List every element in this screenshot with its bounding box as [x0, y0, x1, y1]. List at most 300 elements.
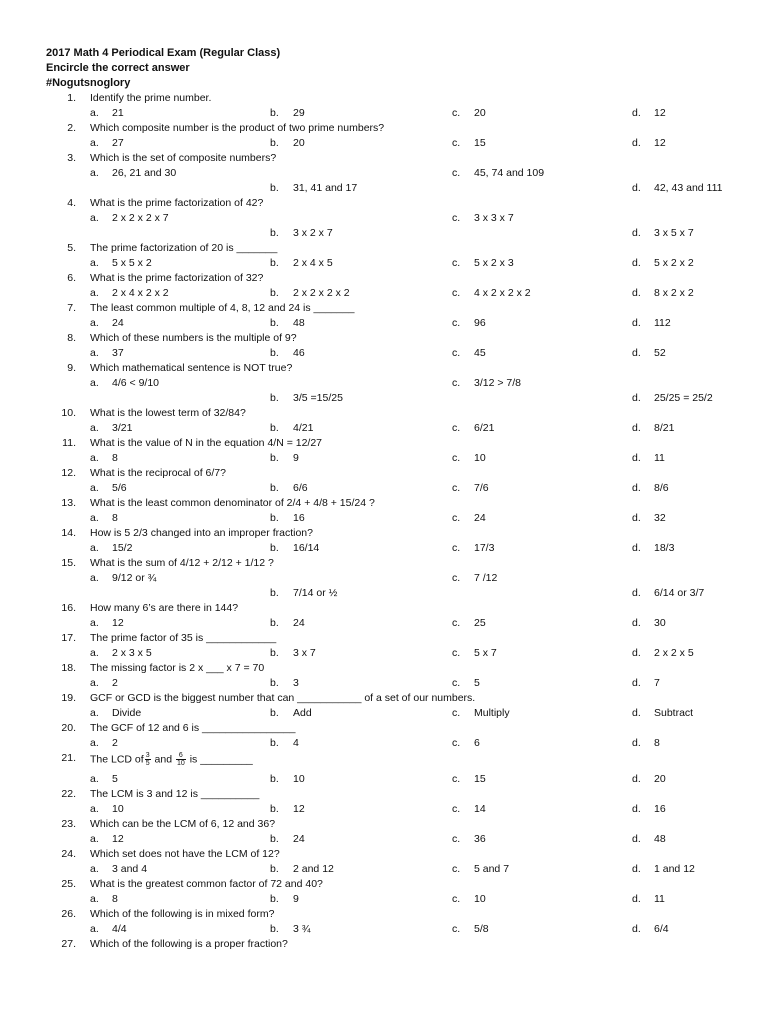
option-text: 5	[474, 677, 480, 689]
option-letter: a.	[90, 923, 99, 935]
question-number: 17.	[61, 632, 76, 644]
option-text: 11	[654, 893, 665, 905]
question-number: 6.	[67, 272, 76, 284]
option-text: 20	[654, 773, 666, 785]
option-text: 3/12 > 7/8	[474, 377, 521, 389]
question-row	[0, 437, 768, 452]
option-text: 7 /12	[474, 572, 498, 584]
option-letter: b.	[270, 587, 279, 599]
question-row	[0, 362, 768, 377]
option-text: 2 and 12	[293, 863, 334, 875]
question-row	[0, 818, 768, 833]
option-text: 37	[112, 347, 124, 359]
option-text: 4/4	[112, 923, 127, 935]
option-text: 8	[112, 512, 118, 524]
option-text: 10	[474, 893, 486, 905]
option-text: 8	[112, 452, 118, 464]
option-letter: c.	[452, 377, 461, 389]
option-text: 3 x 5 x 7	[654, 227, 694, 239]
option-text: 16/14	[293, 542, 320, 554]
option-text: 10	[112, 803, 124, 815]
option-text: 5 x 2 x 3	[474, 257, 514, 269]
option-letter: b.	[270, 317, 279, 329]
option-letter: c.	[452, 422, 461, 434]
question-text: Which of these numbers is the multiple of 9?	[90, 332, 297, 344]
question-number: 25.	[61, 878, 76, 890]
option-text: 9	[293, 893, 299, 905]
option-letter: d.	[632, 287, 641, 299]
question-row	[0, 722, 768, 737]
option-letter: b.	[270, 542, 279, 554]
option-letter: b.	[270, 833, 279, 845]
fraction	[176, 752, 186, 767]
option-text: 20	[293, 137, 305, 149]
option-text: 2	[112, 677, 118, 689]
option-letter: d.	[632, 137, 641, 149]
question-number: 20.	[61, 722, 76, 734]
option-letter: d.	[632, 227, 641, 239]
option-text: 6/21	[474, 422, 495, 434]
option-letter: b.	[270, 182, 279, 194]
option-letter: c.	[452, 773, 461, 785]
question-number: 19.	[61, 692, 76, 704]
fraction-denominator: 10	[176, 760, 185, 767]
option-letter: b.	[270, 347, 279, 359]
question-number: 13.	[61, 497, 76, 509]
question-row	[0, 467, 768, 482]
question-row	[0, 272, 768, 287]
option-text: 14	[474, 803, 486, 815]
question-text: How many 6’s are there in 144?	[90, 602, 239, 614]
option-text: 5 and 7	[474, 863, 510, 875]
option-letter: d.	[632, 893, 641, 905]
option-text: 2 x 4 x 5	[293, 257, 333, 269]
option-text: 18/3	[654, 542, 675, 554]
question-text: Which mathematical sentence is NOT true?	[90, 362, 293, 374]
option-text: 2 x 2 x 5	[654, 647, 694, 659]
option-letter: d.	[632, 452, 641, 464]
question-text: What is the prime factorization of 42?	[90, 197, 264, 209]
question-row	[0, 197, 768, 212]
fraction-numerator: 3	[145, 752, 150, 759]
question-text-pre: The LCD of	[90, 753, 144, 766]
question-text: What is the least common denominator of 2/4 + 4/8 + 15/24 ?	[90, 497, 375, 509]
question-number: 4.	[67, 197, 76, 209]
question-text: Which composite number is the product of two prime numbers?	[90, 122, 385, 134]
option-letter: a.	[90, 452, 99, 464]
question-number: 16.	[61, 602, 76, 614]
option-letter: c.	[452, 572, 461, 584]
question-text: What is the greatest common factor of 72 and 40?	[90, 878, 323, 890]
option-text: 7/14 or ½	[293, 587, 338, 599]
question-text: How is 5 2/3 changed into an improper fraction?	[90, 527, 313, 539]
option-letter: c.	[452, 452, 461, 464]
option-letter: b.	[270, 677, 279, 689]
question-text: Which is the set of composite numbers?	[90, 152, 277, 164]
option-text: 6/14 or 3/7	[654, 587, 705, 599]
option-letter: b.	[270, 452, 279, 464]
option-letter: c.	[452, 677, 461, 689]
option-text: 12	[112, 833, 124, 845]
question-row	[0, 878, 768, 893]
option-text: 10	[474, 452, 486, 464]
option-text: 9	[293, 452, 299, 464]
option-text: 12	[654, 137, 666, 149]
option-letter: a.	[90, 377, 99, 389]
option-letter: a.	[90, 512, 99, 524]
option-letter: b.	[270, 287, 279, 299]
question-number: 27.	[61, 938, 76, 950]
option-text: Subtract	[654, 707, 694, 719]
question-text: The prime factorization of 20 is _______	[90, 242, 278, 254]
question-row	[0, 662, 768, 677]
option-text: 7	[654, 677, 660, 689]
option-letter: b.	[270, 257, 279, 269]
option-text: 8	[654, 737, 660, 749]
option-letter: d.	[632, 392, 641, 404]
option-letter: a.	[90, 647, 99, 659]
option-text: 11	[654, 452, 665, 464]
option-text: 3/21	[112, 422, 133, 434]
option-text: 3 x 3 x 7	[474, 212, 514, 224]
option-letter: a.	[90, 803, 99, 815]
option-text: 5 x 5 x 2	[112, 257, 152, 269]
option-letter: c.	[452, 707, 461, 719]
question-number: 23.	[61, 818, 76, 830]
option-text: 5/6	[112, 482, 127, 494]
question-number: 1.	[67, 92, 76, 104]
option-letter: b.	[270, 392, 279, 404]
question-number: 3.	[67, 152, 76, 164]
option-letter: a.	[90, 347, 99, 359]
option-letter: b.	[270, 893, 279, 905]
option-text: 5 x 7	[474, 647, 497, 659]
option-letter: b.	[270, 923, 279, 935]
option-letter: b.	[270, 227, 279, 239]
option-text: Multiply	[474, 707, 510, 719]
option-letter: c.	[452, 317, 461, 329]
option-letter: c.	[452, 212, 461, 224]
option-text: Divide	[112, 707, 142, 719]
question-row	[0, 557, 768, 572]
question-number: 7.	[67, 302, 76, 314]
option-text: 1 and 12	[654, 863, 695, 875]
question-text: Identify the prime number.	[90, 92, 212, 104]
option-letter: a.	[90, 317, 99, 329]
option-text: 8/21	[654, 422, 675, 434]
option-text: 12	[293, 803, 305, 815]
option-letter: d.	[632, 737, 641, 749]
option-letter: c.	[452, 647, 461, 659]
option-text: 2	[112, 737, 118, 749]
question-text: The LCM is 3 and 12 is __________	[90, 788, 260, 800]
question-text: Which can be the LCM of 6, 12 and 36?	[90, 818, 276, 830]
option-text: 36	[474, 833, 486, 845]
option-text: 4 x 2 x 2 x 2	[474, 287, 531, 299]
option-letter: d.	[632, 257, 641, 269]
exam-instruction: Encircle the correct answer	[46, 62, 190, 74]
question-number: 10.	[61, 407, 76, 419]
exam-hashtag: #Nogutsnoglory	[46, 77, 131, 89]
option-letter: a.	[90, 572, 99, 584]
question-text: GCF or GCD is the biggest number that can ___________ of a set of our numbers.	[90, 692, 476, 704]
option-letter: d.	[632, 863, 641, 875]
option-letter: a.	[90, 107, 99, 119]
option-letter: a.	[90, 677, 99, 689]
question-row	[0, 497, 768, 512]
option-text: 6/6	[293, 482, 308, 494]
option-text: 24	[293, 833, 305, 845]
option-letter: d.	[632, 317, 641, 329]
option-letter: b.	[270, 617, 279, 629]
question-number: 18.	[61, 662, 76, 674]
option-letter: c.	[452, 347, 461, 359]
question-row	[0, 122, 768, 137]
option-letter: c.	[452, 863, 461, 875]
option-letter: c.	[452, 482, 461, 494]
option-letter: c.	[452, 893, 461, 905]
option-text: 96	[474, 317, 486, 329]
option-text: 27	[112, 137, 124, 149]
fraction-numerator: 6	[176, 752, 186, 760]
option-text: 5 x 2 x 2	[654, 257, 694, 269]
option-letter: a.	[90, 833, 99, 845]
option-letter: a.	[90, 257, 99, 269]
option-text: 24	[474, 512, 486, 524]
option-letter: a.	[90, 422, 99, 434]
option-letter: a.	[90, 287, 99, 299]
option-text: 6/4	[654, 923, 669, 935]
option-letter: a.	[90, 893, 99, 905]
option-letter: d.	[632, 707, 641, 719]
option-letter: c.	[452, 287, 461, 299]
question-number: 9.	[67, 362, 76, 374]
question-text: What is the value of N in the equation 4/N = 12/27	[90, 437, 323, 449]
option-letter: d.	[632, 833, 641, 845]
option-text: 6	[474, 737, 480, 749]
option-letter: c.	[452, 923, 461, 935]
option-text: 2 x 2 x 2 x 7	[112, 212, 169, 224]
question-number: 22.	[61, 788, 76, 800]
option-letter: b.	[270, 422, 279, 434]
option-letter: d.	[632, 773, 641, 785]
question-text-post: is _________	[189, 753, 253, 766]
option-letter: d.	[632, 617, 641, 629]
question-text-mid: and	[154, 753, 173, 766]
option-letter: b.	[270, 647, 279, 659]
option-text: 24	[293, 617, 305, 629]
question-number: 15.	[61, 557, 76, 569]
option-letter: c.	[452, 107, 461, 119]
option-text: 17/3	[474, 542, 495, 554]
option-text: 12	[112, 617, 124, 629]
question-row	[0, 938, 768, 953]
option-text: 21	[112, 107, 124, 119]
option-text: 46	[293, 347, 305, 359]
option-letter: c.	[452, 617, 461, 629]
option-text: 112	[654, 317, 671, 329]
fraction-denominator: 5	[145, 760, 150, 767]
option-letter: b.	[270, 137, 279, 149]
option-text: 15	[474, 773, 486, 785]
option-letter: a.	[90, 137, 99, 149]
option-letter: d.	[632, 482, 641, 494]
question-number: 8.	[67, 332, 76, 344]
question-row	[0, 788, 768, 803]
question-row	[0, 692, 768, 707]
option-text: 12	[654, 107, 666, 119]
option-text: 8/6	[654, 482, 669, 494]
option-letter: d.	[632, 803, 641, 815]
question-text: The missing factor is 2 x ___ x 7 = 70	[90, 662, 265, 674]
option-text: 15/2	[112, 542, 133, 554]
option-letter: d.	[632, 542, 641, 554]
question-row	[0, 332, 768, 347]
option-text: 25	[474, 617, 486, 629]
question-number: 11.	[62, 437, 76, 449]
option-letter: d.	[632, 422, 641, 434]
question-row	[0, 527, 768, 542]
question-row	[0, 302, 768, 317]
option-letter: a.	[90, 617, 99, 629]
question-row	[0, 407, 768, 422]
fraction	[145, 752, 151, 767]
option-letter: a.	[90, 212, 99, 224]
option-text: 48	[654, 833, 666, 845]
exam-title: 2017 Math 4 Periodical Exam (Regular Class)	[46, 47, 281, 59]
option-letter: c.	[452, 737, 461, 749]
option-text: 25/25 = 25/2	[654, 392, 713, 404]
option-text: 3 x 7	[293, 647, 316, 659]
option-letter: c.	[452, 833, 461, 845]
question-text: Which set does not have the LCM of 12?	[90, 848, 280, 860]
question-number: 2.	[67, 122, 76, 134]
option-text: 20	[474, 107, 486, 119]
option-text: 52	[654, 347, 666, 359]
option-text: 42, 43 and 111	[654, 182, 723, 194]
option-letter: b.	[270, 773, 279, 785]
option-letter: c.	[452, 542, 461, 554]
option-letter: a.	[90, 737, 99, 749]
question-number: 5.	[67, 242, 76, 254]
option-letter: b.	[270, 107, 279, 119]
option-letter: d.	[632, 647, 641, 659]
option-text: 4/6 < 9/10	[112, 377, 159, 389]
option-letter: d.	[632, 182, 641, 194]
question-text: The least common multiple of 4, 8, 12 and 24 is _______	[90, 302, 355, 314]
option-text: 4/21	[293, 422, 314, 434]
option-text: 10	[293, 773, 305, 785]
option-text: Add	[293, 707, 312, 719]
question-number: 24.	[61, 848, 76, 860]
question-row	[0, 602, 768, 617]
option-text: 24	[112, 317, 124, 329]
question-text: What is the prime factorization of 32?	[90, 272, 264, 284]
option-text: 31, 41 and 17	[293, 182, 358, 194]
option-letter: a.	[90, 542, 99, 554]
question-number: 14.	[61, 527, 76, 539]
option-letter: b.	[270, 803, 279, 815]
option-letter: a.	[90, 482, 99, 494]
option-text: 9/12 or ¾	[112, 572, 157, 584]
question-row	[0, 848, 768, 863]
question-text: Which of the following is a proper fraction?	[90, 938, 288, 950]
option-letter: b.	[270, 863, 279, 875]
question-row	[0, 908, 768, 923]
option-text: 30	[654, 617, 666, 629]
question-text: The prime factor of 35 is ____________	[90, 632, 277, 644]
option-letter: a.	[90, 863, 99, 875]
option-letter: d.	[632, 347, 641, 359]
question-row	[0, 92, 768, 107]
option-text: 45, 74 and 109	[474, 167, 545, 179]
option-text: 16	[293, 512, 305, 524]
option-text: 32	[654, 512, 666, 524]
question-text: What is the sum of 4/12 + 2/12 + 1/12 ?	[90, 557, 274, 569]
option-text: 2 x 2 x 2 x 2	[293, 287, 350, 299]
question-row	[0, 152, 768, 167]
question-text: Which of the following is in mixed form?	[90, 908, 275, 920]
option-text: 3 ¾	[293, 923, 311, 935]
option-letter: b.	[270, 482, 279, 494]
question-text: What is the lowest term of 32/84?	[90, 407, 246, 419]
option-text: 16	[654, 803, 666, 815]
option-text: 3	[293, 677, 299, 689]
option-letter: b.	[270, 707, 279, 719]
question-row	[0, 632, 768, 647]
option-text: 45	[474, 347, 486, 359]
option-letter: c.	[452, 803, 461, 815]
option-text: 8	[112, 893, 118, 905]
option-text: 3/5 =15/25	[293, 392, 343, 404]
option-letter: d.	[632, 677, 641, 689]
question-text	[90, 752, 253, 767]
question-number: 26.	[61, 908, 76, 920]
option-text: 3 and 4	[112, 863, 148, 875]
question-text: The GCF of 12 and 6 is ________________	[90, 722, 296, 734]
option-text: 8 x 2 x 2	[654, 287, 694, 299]
option-text: 5/8	[474, 923, 489, 935]
question-number: 12.	[61, 467, 76, 479]
option-letter: c.	[452, 137, 461, 149]
option-letter: b.	[270, 737, 279, 749]
option-text: 2 x 4 x 2 x 2	[112, 287, 169, 299]
option-text: 3 x 2 x 7	[293, 227, 333, 239]
option-text: 48	[293, 317, 305, 329]
option-text: 5	[112, 773, 118, 785]
option-text: 15	[474, 137, 486, 149]
question-text: What is the reciprocal of 6/7?	[90, 467, 226, 479]
option-letter: d.	[632, 512, 641, 524]
option-letter: b.	[270, 512, 279, 524]
option-letter: a.	[90, 707, 99, 719]
option-letter: d.	[632, 923, 641, 935]
option-letter: c.	[452, 512, 461, 524]
question-number: 21.	[61, 752, 76, 764]
option-letter: d.	[632, 107, 641, 119]
option-letter: d.	[632, 587, 641, 599]
option-letter: a.	[90, 773, 99, 785]
option-letter: c.	[452, 167, 461, 179]
option-text: 4	[293, 737, 299, 749]
option-text: 26, 21 and 30	[112, 167, 177, 179]
option-text: 2 x 3 x 5	[112, 647, 152, 659]
option-text: 7/6	[474, 482, 489, 494]
option-letter: c.	[452, 257, 461, 269]
question-row	[0, 242, 768, 257]
option-letter: a.	[90, 167, 99, 179]
option-text: 29	[293, 107, 305, 119]
